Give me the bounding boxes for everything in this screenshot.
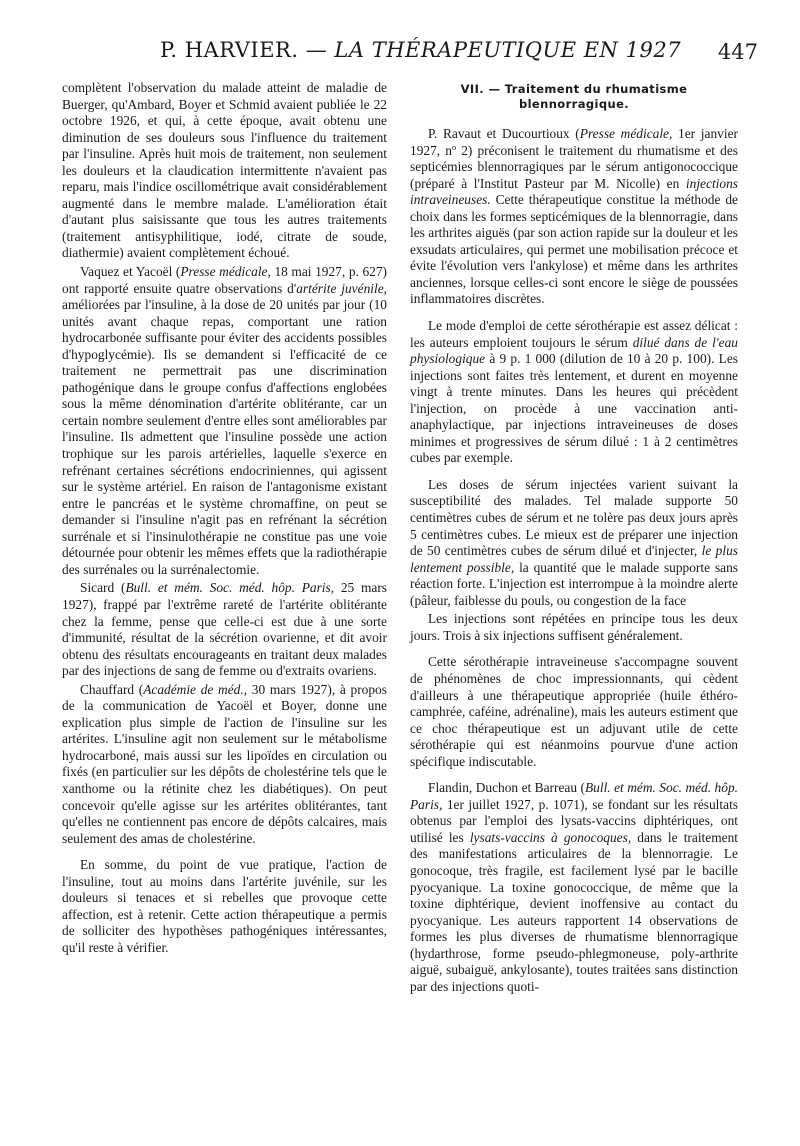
right-column <box>410 80 738 995</box>
section-heading: VII. — Traitement du rhumatisme blennorragique. <box>460 82 688 111</box>
header-year: 1927 <box>625 38 682 62</box>
page-number: 447 <box>717 40 758 64</box>
paragraph: En somme, du point de vue pratique, l'action de l'insuline, tout au moins dans l'artérite juvénile, sur les douleurs si tenaces et si rebelles que provoque cette affection, est à retenir. Cette action thérapeutique a permis de solliciter des hypothèses pathogéniques intéressantes, qu'il reste à vérifier. <box>62 857 387 955</box>
paragraph: Chauffard (Académie de méd., 30 mars 1927), à propos de la communication de Yacoël et Boyer, donne une explication plus simple de l'action de l'insuline sur les artérites. L'insuline agit non seulement sur le métabolisme hydrocarboné, mais aussi sur les lipoïdes en circulation ou fixés (en particulier sur les dépôts de cholestérine tels que le xanthome ou la rétinite chez les diabétiques). On peut concevoir qu'elle agisse sur les artérites oblitérantes, tant qu'elles ne contiennent pas encore de dépôts calcaires, mais seulement des amas de cholestérine. <box>62 681 387 846</box>
paragraph: Les doses de sérum injectées varient suivant la susceptibilité des malades. Tel malade supporte 50 centimètres cubes de sérum et ne tolère pas deux jours après 5 centimètres cubes. Le mieux est de préparer une injection de 50 centimètres cubes de sérum dilué et d'injecter, le plus lentement possible, la quantité que le malade supporte sans réaction forte. L'injection est interrompue à la moindre alerte (pâleur, faiblesse du pouls, ou congestion de la face <box>410 476 739 608</box>
paragraph: Le mode d'emploi de cette sérothérapie est assez délicat : les auteurs emploient toujours le sérum dilué dans de l'eau physiologique à 9 p. 1 000 (dilution de 10 à 20 p. 100). Les injections sont faites très lentement, et durent en moyenne vingt à trente minutes. Dans les heures qui précèdent l'injection, on procède à une vaccination anti-anaphylactique, par injections intraveineuses de doses minimes et progressives de sérum dilué : 1 à 2 centimètres cubes par exemple. <box>410 318 738 466</box>
header-author: P. HARVIER. <box>160 38 299 62</box>
paragraph: Vaquez et Yacoël (Presse médicale, 18 mai 1927, p. 627) ont rapporté ensuite quatre observations d'artérite juvénile, améliorées par l'insuline, à la dose de 20 unités par jour (10 unités avant chaque repas, comportant une ration hydrocarbonée suffisante pour éviter des accidents possibles d'hypoglycémie). Ils se demandent si l'efficacité de ce traitement ne permettrait pas une discrimination pathogénique dans le groupe confus d'affections englobées sous la même dénomination d'artérite oblitérante, car un certain nombre seulement d'entre elles sont améliorables par l'insuline. Ils admettent que l'insuline possède une action trophique sur les parois artérielles, laquelle s'exerce en refrénant certaines sécrétions endocriniennes, qui agissent sur le système artériel. En raison de l'antagonisme existant entre le pancréas et le système chromaffine, on peut se demander si l'insuline n'agit pas en refrénant la sécrétion surrénale et si l'insinulothérapie ne constitue pas une voie détournée pour obtenir les mêmes effets que la radiothérapie des surrénales ou la surrénalectomie. <box>62 264 387 577</box>
header-dash: — <box>305 38 328 62</box>
paragraph: Cette sérothérapie intraveineuse s'accompagne souvent de phénomènes de choc impressionnants, qui cèdent d'ailleurs à une thérapeutique appropriée (huile éthéro-camphrée, caféine, adrénaline), mais les auteurs estiment que ce choc thérapeutique est un adjuvant utile de cette sérothérapie qui est néanmoins pourvue d'une action spécifique indiscutable. <box>410 654 738 769</box>
paragraph: P. Ravaut et Ducourtioux (Presse médicale, 1er janvier 1927, nº 2) préconisent le traitement du rhumatisme et des septicémies blennorragiques par le sérum antigonococcique (préparé à l'Institut Pasteur par M. Nicolle) en injections intraveineuses. Cette thérapeutique constitue la méthode de choix dans les formes septicémiques de la blennorragie, dans les arthrites aiguës (par son action rapide sur la douleur et les exsudats articulaires, qui permet une mobilisation précoce et évite l'évolution vers l'ankylose) et même dans les arthrites anciennes, lorsque celles-ci sont encore le siège de poussées inflammatoires discrètes. <box>410 126 738 307</box>
page-header <box>0 38 800 78</box>
header-title: LA THÉRAPEUTIQUE EN <box>334 38 619 62</box>
paragraph: Sicard (Bull. et mém. Soc. méd. hôp. Paris, 25 mars 1927), frappé par l'extrême rareté de l'artérite oblitérante chez la femme, pense que celle-ci est due à une sorte d'immunité, résultat de la sécrétion ovarienne, et dit avoir obtenu des résultats encourageants en traitant deux malades par des injections de sang de femme ou d'extraits ovariens. <box>62 580 387 679</box>
left-column <box>62 80 387 956</box>
paragraph: complètent l'observation du malade atteint de maladie de Buerger, qu'Ambard, Boyer et Schmid avaient publiée le 22 octobre 1926, et qui, à cette époque, avait obtenu une diminution de ses douleurs sous l'influence du traitement par l'insuline. Après huit mois de traitement, non seulement les douleurs et la claudication intermittente n'avaient pas reparu, mais l'indice oscillométrique avait considérablement augmenté dans le membre malade. L'amélioration était d'autant plus saisissante que tous les autres traitements (traitement antisyphilitique, iodé, citrate de soude, diathermie) avaient complètement échoué. <box>62 80 387 261</box>
paragraph: Flandin, Duchon et Barreau (Bull. et mém. Soc. méd. hôp. Paris, 1er juillet 1927, p. 1071), se fondant sur les résultats obtenus par l'emploi des lysats-vaccins diphtériques, ont utilisé les lysats-vaccins à gonocoques, dans le traitement des manifestations articulaires de la blennorragie. Le gonocoque, très fragile, est facilement lysé par le bacille pyocyanique. La toxine gonococcique, de même que la toxine diphtérique, devient inoffensive au contact du pyocyanique. Les auteurs rapportent 14 observations de formes les plus diverses de rhumatisme blennorragique (hydarthrose, forme pseudo-phlegmoneuse, poly-arthrite aiguë, subaiguë, ankylosante), toutes traitées sans distinction par des injections quoti- <box>410 780 738 994</box>
running-head <box>160 38 682 62</box>
paragraph: Les injections sont répétées en principe tous les deux jours. Trois à six injections suffisent généralement. <box>410 611 738 643</box>
